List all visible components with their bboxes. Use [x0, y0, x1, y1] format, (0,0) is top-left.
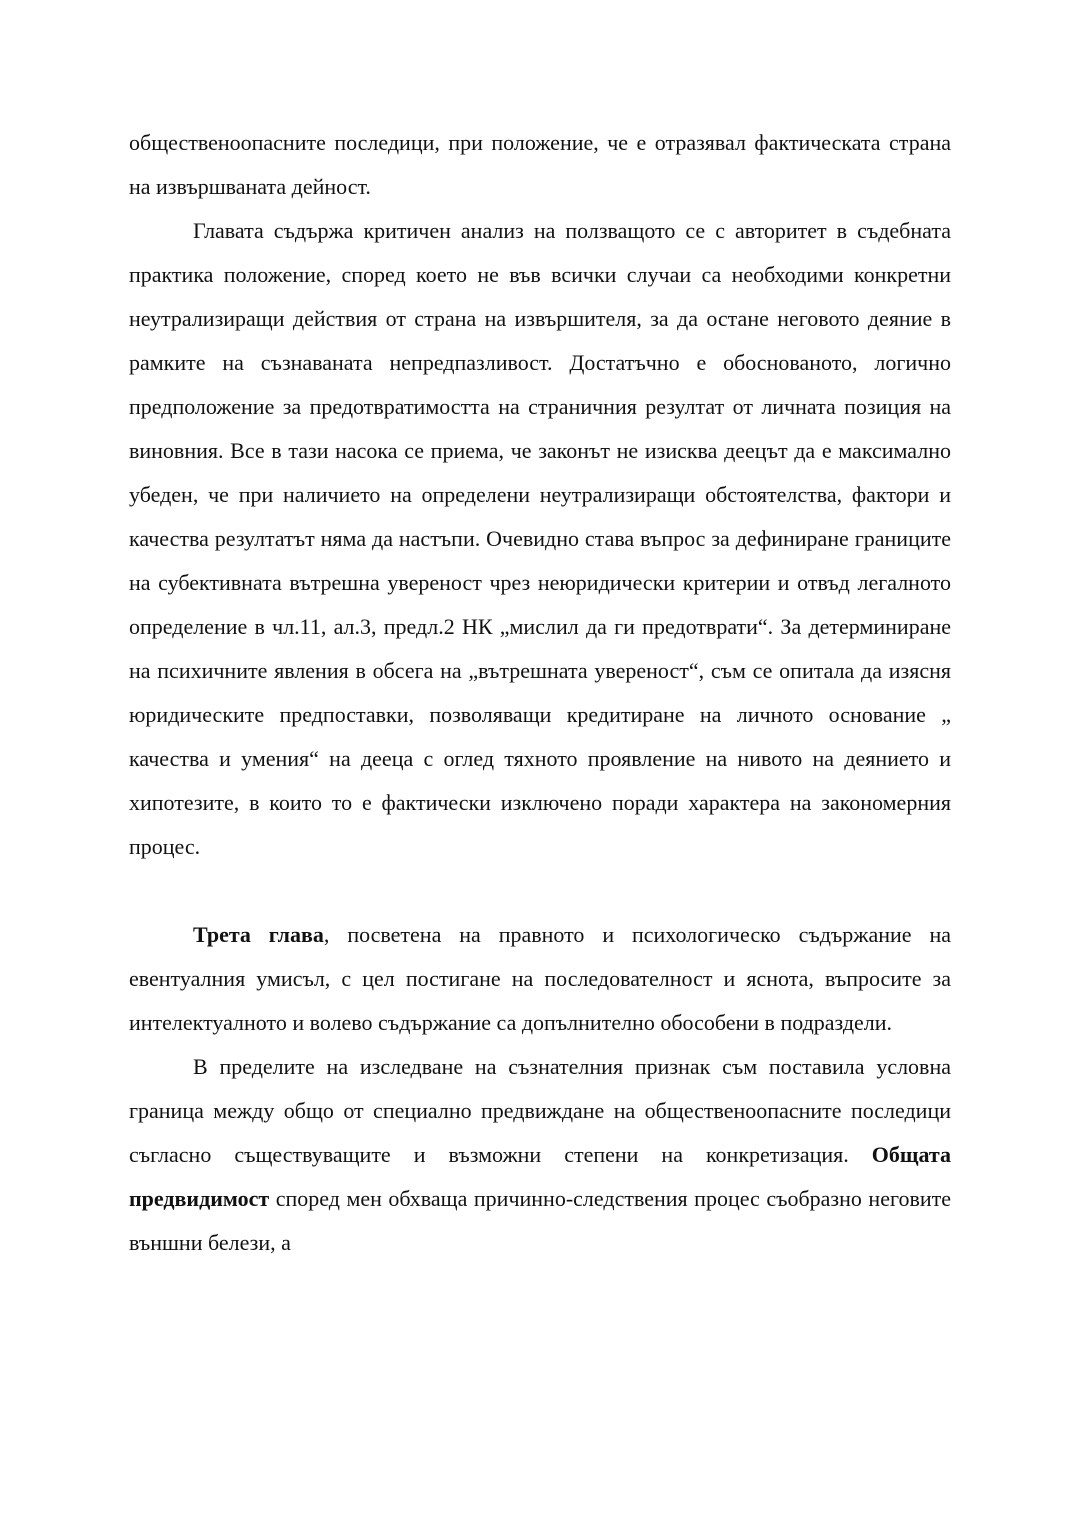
paragraph-2: Главата съдържа критичен анализ на ползващото се с авторитет в съдебната практика положение, според което не във всички случаи са необходими конкретни неутрализиращи действия от страна на извършителя, за да остане неговото деяние в рамките на съзнаваната непредпазливост. Достатъчно е обоснованото, логично предположение за предотвратимостта на страничния резултат от личната позиция на виновния. Все в тази насока се приема, че законът не изисква деецът да е максимално убеден, че при наличието на определени неутрализиращи обстоятелства, фактори и качества резултатът няма да настъпи. Очевидно става въпрос за дефиниране границите на субективната вътрешна увереност чрез неюридически критерии и отвъд легалното определение в чл.11, ал.3, предл.2 НК „мислил да ги предотврати“. За детерминиране на психичните явления в обсега на „вътрешната увереност“, съм се опитала да изясня юридическите предпоставки, позволяващи кредитиране на личното основание „ качества и умения“ на дееца с оглед тяхното проявление на нивото на деянието и хипотезите, в които то е фактически изключено поради характера на закономерния процес.: [129, 218, 951, 859]
paragraph-spacer: [129, 869, 951, 913]
paragraph-3: [129, 913, 951, 1045]
paragraph-4: [129, 1045, 951, 1265]
term-bold: Общата предвидимост: [129, 1142, 951, 1211]
document-body: [129, 121, 951, 1265]
paragraph-3-text: , посветена на правното и психологическо съдържание на евентуалния умисъл, с цел постигане на последователност и яснота, въпросите за интелектуалното и волево съдържание са допълнително обособени в подраздели.: [129, 922, 951, 1035]
paragraph-4-text-after: според мен обхваща причинно-следствения процес съобразно неговите външни белези, а: [129, 1186, 951, 1255]
chapter-heading-bold: Трета глава: [193, 922, 324, 947]
paragraph-1: общественоопасните последици, при положение, че е отразявал фактическата страна на извършваната дейност.: [129, 130, 951, 199]
paragraph-4-text-before: В пределите на изследване на съзнателния признак съм поставила условна граница между общо от специално предвиждане на общественоопасните последици съгласно съществуващите и възможни степени на конкретизация.: [129, 1054, 951, 1167]
